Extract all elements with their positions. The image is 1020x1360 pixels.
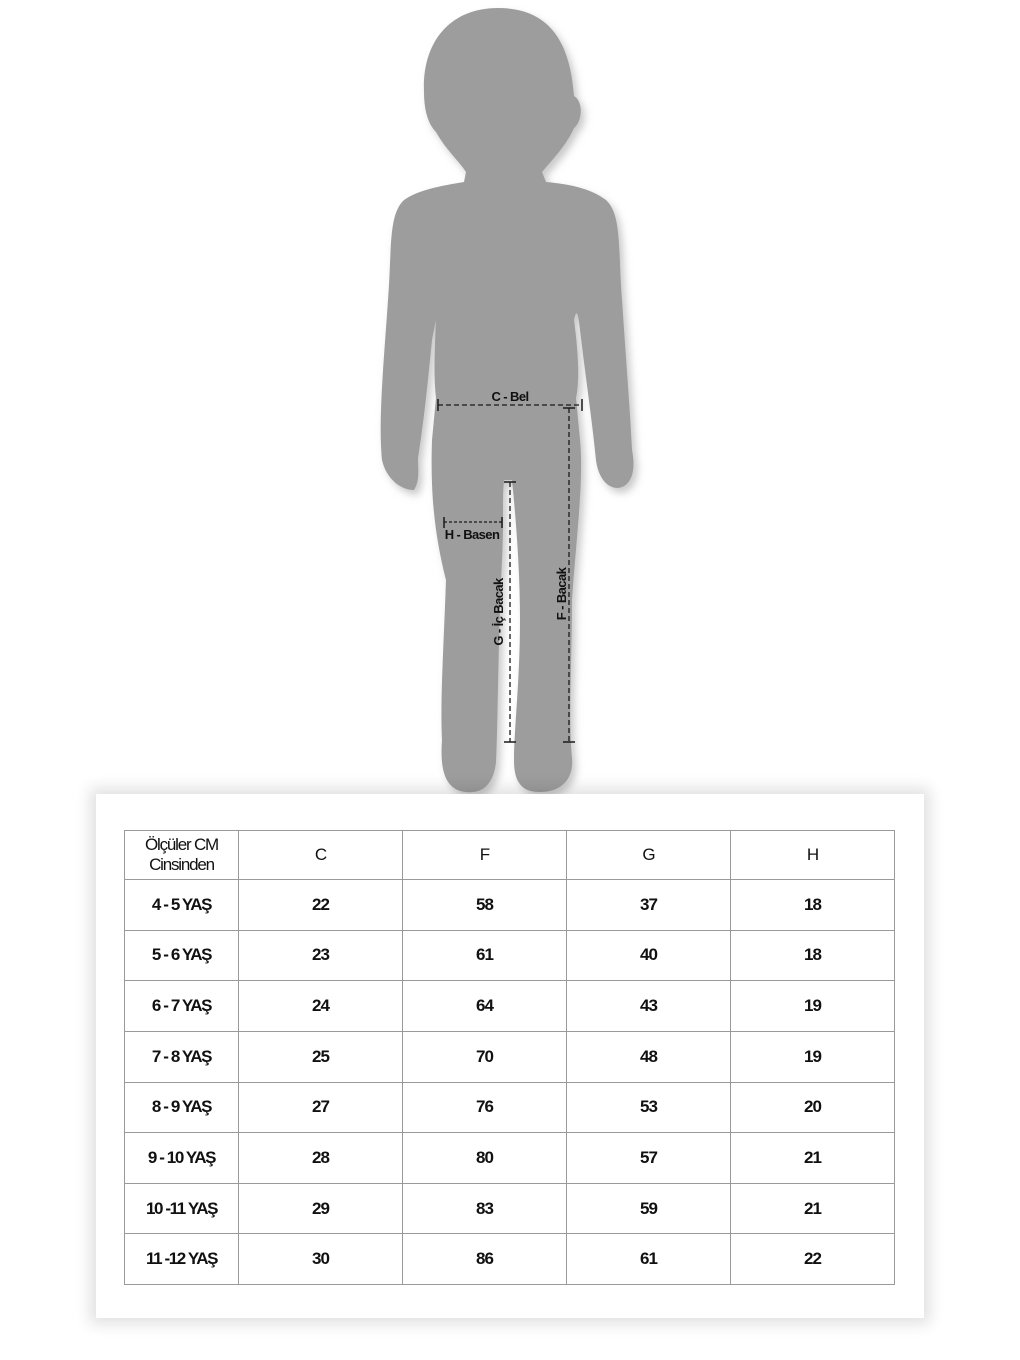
header-corner-line-2: Cinsinden [149,855,214,874]
table-row [125,1031,895,1082]
row-age: 11 -12 YAŞ [125,1234,239,1285]
cell-g: 37 [567,880,731,931]
cell-h: 19 [731,981,895,1032]
cell-h: 21 [731,1183,895,1234]
row-age: 7 - 8 YAŞ [125,1031,239,1082]
cell-f: 64 [403,981,567,1032]
cell-h: 20 [731,1082,895,1133]
header-c: C [239,831,403,880]
row-age: 6 - 7 YAŞ [125,981,239,1032]
table-row [125,1183,895,1234]
cell-f: 80 [403,1133,567,1184]
table-row [125,880,895,931]
cell-f: 86 [403,1234,567,1285]
row-age: 5 - 6 YAŞ [125,930,239,981]
cell-c: 22 [239,880,403,931]
header-corner-line-1: Ölçüler CM [144,835,218,854]
cell-c: 27 [239,1082,403,1133]
cell-c: 30 [239,1234,403,1285]
leg-label: F - Bacak [554,567,569,621]
cell-h: 18 [731,930,895,981]
cell-c: 29 [239,1183,403,1234]
cell-g: 48 [567,1031,731,1082]
table-row [125,1082,895,1133]
table-row [125,1234,895,1285]
header-h: H [731,831,895,880]
cell-h: 21 [731,1133,895,1184]
cell-h: 19 [731,1031,895,1082]
header-g: G [567,831,731,880]
table-row [125,981,895,1032]
row-age: 8 - 9 YAŞ [125,1082,239,1133]
row-age: 4 - 5 YAŞ [125,880,239,931]
cell-c: 28 [239,1133,403,1184]
table-header-row [125,831,895,880]
cell-g: 40 [567,930,731,981]
cell-c: 25 [239,1031,403,1082]
table-row [125,1133,895,1184]
inseam-label: G - İç Bacak [491,578,506,646]
cell-f: 83 [403,1183,567,1234]
waist-label: C - Bel [491,389,529,404]
cell-f: 61 [403,930,567,981]
table-row [125,930,895,981]
cell-c: 23 [239,930,403,981]
cell-f: 76 [403,1082,567,1133]
header-f: F [403,831,567,880]
row-age: 10 -11 YAŞ [125,1183,239,1234]
size-chart-table [124,830,895,1285]
cell-g: 61 [567,1234,731,1285]
cell-g: 53 [567,1082,731,1133]
hip-label: H - Basen [444,527,500,542]
cell-g: 57 [567,1133,731,1184]
cell-f: 58 [403,880,567,931]
cell-g: 43 [567,981,731,1032]
cell-h: 18 [731,880,895,931]
row-age: 9 - 10 YAŞ [125,1133,239,1184]
cell-h: 22 [731,1234,895,1285]
cell-c: 24 [239,981,403,1032]
size-chart-card [96,794,924,1318]
header-corner [125,831,239,880]
cell-f: 70 [403,1031,567,1082]
cell-g: 59 [567,1183,731,1234]
